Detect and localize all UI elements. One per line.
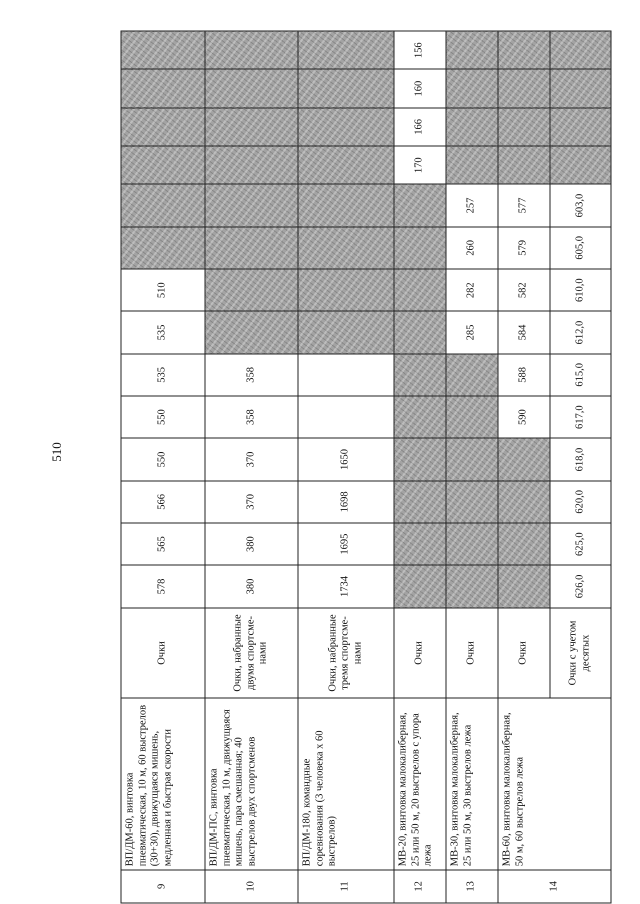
shaded-cell xyxy=(298,269,394,311)
shaded-cell xyxy=(298,107,394,145)
shaded-cell xyxy=(394,311,446,353)
value-cell xyxy=(298,396,394,438)
shaded-cell xyxy=(121,107,205,145)
value-cell: 610,0 xyxy=(550,269,611,311)
shaded-cell xyxy=(446,146,498,184)
value-cell: 605,0 xyxy=(550,226,611,268)
value-cell: 1734 xyxy=(298,565,394,607)
shaded-cell xyxy=(394,522,446,564)
standards-table xyxy=(121,30,612,903)
shaded-cell xyxy=(498,107,550,145)
unit-cell: Очки xyxy=(121,607,205,698)
row-number: 13 xyxy=(446,869,498,902)
shaded-cell xyxy=(394,396,446,438)
unit-cell: Очки xyxy=(394,607,446,698)
shaded-cell xyxy=(446,107,498,145)
value-cell: 1695 xyxy=(298,522,394,564)
value-cell: 584 xyxy=(498,311,550,353)
discipline-name: ВП/ДМ-ПС, винтовка пневматическая, 10 м, движущаяся мишень, пара смешанная; 40 выстрелов двух спортсменов xyxy=(205,698,298,869)
shaded-cell xyxy=(446,69,498,107)
table-row xyxy=(394,31,446,903)
shaded-cell xyxy=(205,107,298,145)
value-cell: 577 xyxy=(498,184,550,226)
shaded-cell xyxy=(498,522,550,564)
shaded-cell xyxy=(394,480,446,522)
value-cell: 582 xyxy=(498,269,550,311)
row-number: 11 xyxy=(298,869,394,902)
shaded-cell xyxy=(205,184,298,226)
value-cell: 358 xyxy=(205,396,298,438)
value-cell: 565 xyxy=(121,522,205,564)
page-number: 510 xyxy=(49,442,64,462)
shaded-cell xyxy=(550,31,611,69)
shaded-cell xyxy=(550,69,611,107)
value-cell: 588 xyxy=(498,353,550,395)
shaded-cell xyxy=(394,269,446,311)
shaded-cell xyxy=(205,311,298,353)
value-cell: 550 xyxy=(121,438,205,480)
shaded-cell xyxy=(394,438,446,480)
value-cell: 156 xyxy=(394,31,446,69)
value-cell: 612,0 xyxy=(550,311,611,353)
value-cell: 370 xyxy=(205,438,298,480)
table-row xyxy=(205,31,298,903)
row-number: 9 xyxy=(121,869,205,902)
row-number: 12 xyxy=(394,869,446,902)
value-cell: 166 xyxy=(394,107,446,145)
table-row xyxy=(121,31,205,903)
shaded-cell xyxy=(121,184,205,226)
row-number: 10 xyxy=(205,869,298,902)
shaded-cell xyxy=(205,269,298,311)
discipline-name: МВ-30, винтовка малокалиберная, 25 или 50 м, 30 выстрелов лежа xyxy=(446,698,498,869)
shaded-cell xyxy=(394,353,446,395)
table-row xyxy=(298,31,394,903)
value-cell: 603,0 xyxy=(550,184,611,226)
shaded-cell xyxy=(394,184,446,226)
shaded-cell xyxy=(121,146,205,184)
shaded-cell xyxy=(298,69,394,107)
value-cell: 550 xyxy=(121,396,205,438)
discipline-name: ВП/ДМ-60, винтовка пневматическая, 10 м, 60 выстрелов (30+30), движущаяся мишень, медленная и быстрая скорости xyxy=(121,698,205,869)
value-cell: 578 xyxy=(121,565,205,607)
shaded-cell xyxy=(498,480,550,522)
value-cell: 257 xyxy=(446,184,498,226)
value-cell: 620,0 xyxy=(550,480,611,522)
value-cell xyxy=(298,353,394,395)
value-cell: 380 xyxy=(205,565,298,607)
shaded-cell xyxy=(446,480,498,522)
shaded-cell xyxy=(298,226,394,268)
unit-cell: Очки, набранные тремя спортсме-нами xyxy=(298,607,394,698)
value-cell: 1698 xyxy=(298,480,394,522)
shaded-cell xyxy=(205,226,298,268)
shaded-cell xyxy=(498,31,550,69)
value-cell: 380 xyxy=(205,522,298,564)
shaded-cell xyxy=(446,438,498,480)
shaded-cell xyxy=(121,69,205,107)
value-cell: 160 xyxy=(394,69,446,107)
shaded-cell xyxy=(446,565,498,607)
shaded-cell xyxy=(121,226,205,268)
table-row xyxy=(498,31,550,903)
unit-cell: Очки с учетом десятых xyxy=(550,607,611,698)
value-cell: 535 xyxy=(121,353,205,395)
shaded-cell xyxy=(498,146,550,184)
value-cell: 282 xyxy=(446,269,498,311)
shaded-cell xyxy=(550,146,611,184)
shaded-cell xyxy=(394,226,446,268)
value-cell: 626,0 xyxy=(550,565,611,607)
shaded-cell xyxy=(498,565,550,607)
value-cell: 510 xyxy=(121,269,205,311)
row-number: 14 xyxy=(498,869,611,902)
shaded-cell xyxy=(394,565,446,607)
discipline-name: МВ-60, винтовка малокалиберная, 50 м, 60 выстрелов лежа xyxy=(498,698,611,869)
value-cell: 617,0 xyxy=(550,396,611,438)
shaded-cell xyxy=(446,396,498,438)
shaded-cell xyxy=(298,311,394,353)
discipline-name: МВ-20, винтовка малокалиберная, 25 или 50 м, 20 выстрелов с упора лежа xyxy=(394,698,446,869)
value-cell: 285 xyxy=(446,311,498,353)
shaded-cell xyxy=(205,69,298,107)
standards-table-wrapper xyxy=(121,30,611,903)
shaded-cell xyxy=(498,438,550,480)
value-cell: 618,0 xyxy=(550,438,611,480)
value-cell: 370 xyxy=(205,480,298,522)
value-cell: 590 xyxy=(498,396,550,438)
shaded-cell xyxy=(498,69,550,107)
value-cell: 260 xyxy=(446,226,498,268)
shaded-cell xyxy=(205,31,298,69)
shaded-cell xyxy=(121,31,205,69)
value-cell: 566 xyxy=(121,480,205,522)
value-cell: 1650 xyxy=(298,438,394,480)
value-cell: 625,0 xyxy=(550,522,611,564)
table-row xyxy=(446,31,498,903)
value-cell: 170 xyxy=(394,146,446,184)
value-cell: 615,0 xyxy=(550,353,611,395)
discipline-name: ВП/ДМ-180, командные соревнования (3 человека x 60 выстрелов) xyxy=(298,698,394,869)
value-cell: 579 xyxy=(498,226,550,268)
shaded-cell xyxy=(298,31,394,69)
shaded-cell xyxy=(298,184,394,226)
unit-cell: Очки xyxy=(446,607,498,698)
unit-cell: Очки xyxy=(498,607,550,698)
unit-cell: Очки, набранные двумя спортсме-нами xyxy=(205,607,298,698)
shaded-cell xyxy=(446,353,498,395)
shaded-cell xyxy=(446,522,498,564)
value-cell: 358 xyxy=(205,353,298,395)
shaded-cell xyxy=(205,146,298,184)
shaded-cell xyxy=(550,107,611,145)
value-cell: 535 xyxy=(121,311,205,353)
shaded-cell xyxy=(298,146,394,184)
shaded-cell xyxy=(446,31,498,69)
